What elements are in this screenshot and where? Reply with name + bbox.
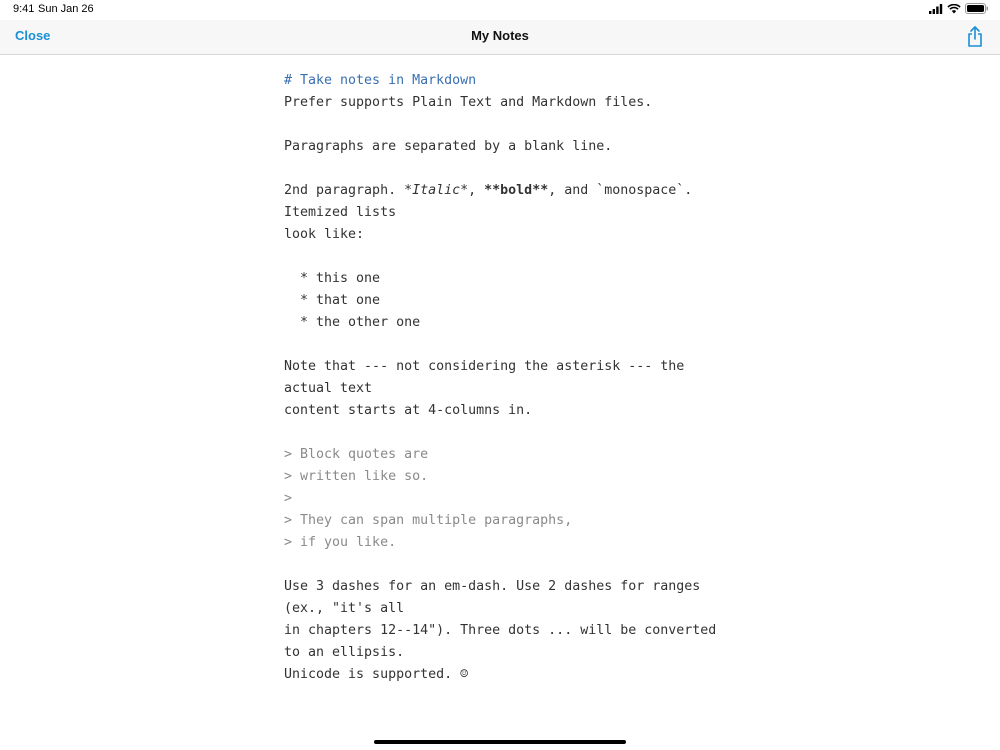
text-line: look like: [284,227,365,242]
text-line-formatted [284,180,724,202]
text-segment: 2nd paragraph. [284,183,405,198]
block-quote-line: > [284,491,293,506]
text-segment: , and `monospace`. [548,183,693,198]
text-line: in chapters 12--14"). Three dots ... will be converted [284,623,717,638]
block-quote-line: > Block quotes are [284,447,429,462]
battery-icon [965,3,989,14]
italic-text: *Italic* [404,183,469,198]
markdown-editor[interactable] [284,70,724,686]
text-line: (ex., "it's all [284,601,405,616]
text-line: Note that --- not considering the asterisk --- the [284,359,685,374]
status-bar [0,0,1000,20]
text-line: Use 3 dashes for an em-dash. Use 2 dashes for ranges [284,579,701,594]
blank-line [284,554,724,576]
text-line: content starts at 4-columns in. [284,403,533,418]
text-segment: , [468,183,485,198]
text-line: actual text [284,381,373,396]
list-item: * that one [284,293,381,308]
status-icons [929,3,989,14]
status-time: 9:41 [13,3,35,15]
block-quote-line: > written like so. [284,469,429,484]
status-date: Sun Jan 26 [38,3,94,15]
navigation-bar [0,20,1000,55]
text-line: Itemized lists [284,205,397,220]
text-line: Prefer supports Plain Text and Markdown files. [284,95,653,110]
close-button[interactable]: Close [15,28,51,43]
home-indicator[interactable] [374,740,626,744]
blank-line [284,246,724,268]
list-item: * the other one [284,315,421,330]
block-quote-line: > if you like. [284,535,397,550]
text-line: Paragraphs are separated by a blank line. [284,139,613,154]
bold-text: **bold** [484,183,549,198]
markdown-heading: # Take notes in Markdown [284,73,477,88]
blank-line [284,422,724,444]
cellular-signal-icon [929,4,943,14]
blank-line [284,334,724,356]
blank-line [284,158,724,180]
text-line: Unicode is supported. ☺ [284,667,469,682]
share-icon[interactable] [964,25,986,49]
text-line: to an ellipsis. [284,645,405,660]
page-title: My Notes [471,28,529,43]
block-quote-line: > They can span multiple paragraphs, [284,513,573,528]
wifi-icon [947,4,961,14]
list-item: * this one [284,271,381,286]
blank-line [284,114,724,136]
